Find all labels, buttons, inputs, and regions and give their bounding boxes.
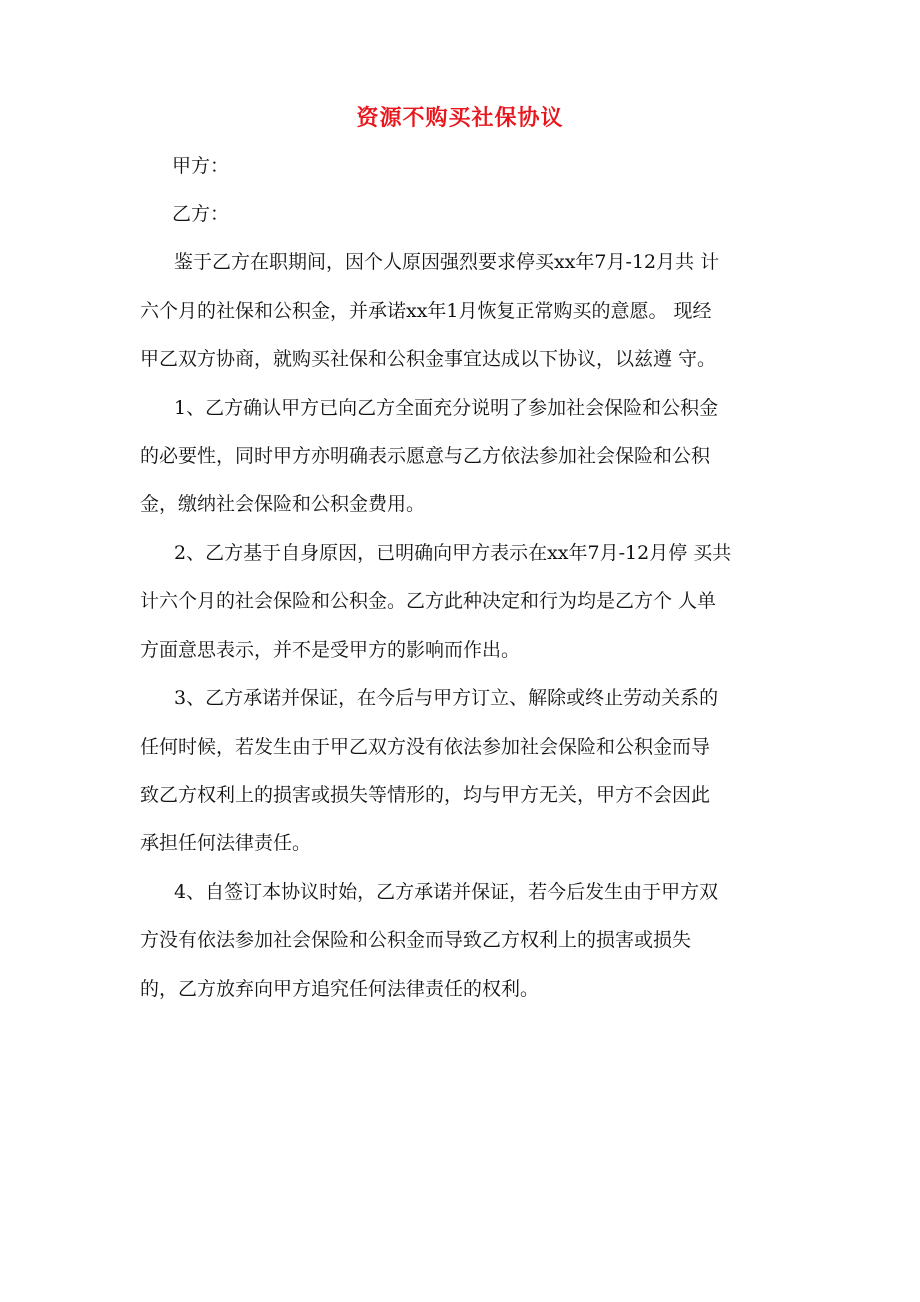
document-title: 资源不购买社保协议 (356, 105, 564, 131)
clause-3-line: 3、乙方承诺并保证，在今后与甲方订立、解除或终止劳动关系的 (174, 687, 719, 709)
clause-2-line: 2、乙方基于自身原因，已明确向甲方表示在xx年7月-12月停 买共 (174, 542, 732, 564)
party-a-label: 甲方： (172, 155, 230, 177)
preamble-line: 六个月的社保和公积金，并承诺xx年1月恢复正常购买的意愿。 现经 (140, 300, 712, 322)
preamble-line: 鉴于乙方在职期间，因个人原因强烈要求停买xx年7月-12月共 计 (174, 251, 720, 273)
preamble-line: 甲乙双方协商，就购买社保和公积金事宜达成以下协议，以兹遵 守。 (140, 348, 717, 370)
clause-1-line: 1、乙方确认甲方已向乙方全面充分说明了参加社会保险和公积金 (174, 397, 719, 419)
clause-1-line: 金，缴纳社会保险和公积金费用。 (140, 493, 426, 515)
clause-1-line: 的必要性，同时甲方亦明确表示愿意与乙方依法参加社会保险和公积 (140, 445, 711, 467)
party-b-label: 乙方： (172, 203, 230, 225)
clause-2-line: 方面意思表示，并不是受甲方的影响而作出。 (140, 639, 521, 661)
clause-4-line: 4、自签订本协议时始，乙方承诺并保证，若今后发生由于甲方双 (174, 881, 719, 903)
clause-3-line: 承担任何法律责任。 (140, 832, 312, 854)
clause-3-line: 致乙方权利上的损害或损失等情形的，均与甲方无关，甲方不会因此 (140, 784, 711, 806)
clause-4-line: 方没有依法参加社会保险和公积金而导致乙方权利上的损害或损失 (140, 929, 692, 951)
clause-3-line: 任何时候，若发生由于甲乙双方没有依法参加社会保险和公积金而导 (140, 736, 711, 758)
clause-4-line: 的，乙方放弃向甲方追究任何法律责任的权利。 (140, 978, 540, 1000)
clause-2-line: 计六个月的社会保险和公积金。乙方此种决定和行为均是乙方个 人单 (140, 590, 717, 612)
